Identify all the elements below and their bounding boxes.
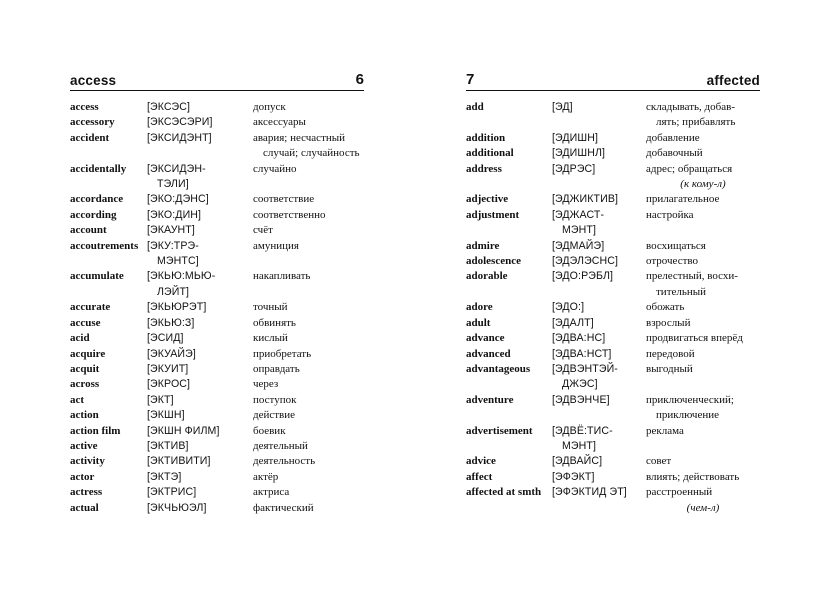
meaning-line: поступок xyxy=(253,393,297,406)
entry-meaning xyxy=(253,162,364,193)
transcription-line: МЭНТС] xyxy=(157,255,199,268)
dictionary-entry xyxy=(466,192,760,207)
entry-headword: addition xyxy=(466,131,506,144)
meaning-line: случайно xyxy=(253,162,297,175)
dictionary-entry xyxy=(466,424,760,455)
meaning-line: передовой xyxy=(646,347,695,360)
entry-transcription xyxy=(147,362,253,377)
entry-transcription xyxy=(552,362,646,393)
entry-transcription xyxy=(552,192,646,207)
right-page xyxy=(466,68,760,516)
page-number: 6 xyxy=(355,71,364,88)
meaning-line: обвинять xyxy=(253,316,296,329)
entry-meaning xyxy=(646,485,760,516)
entry-transcription xyxy=(147,208,253,223)
header-guide-word: access xyxy=(70,73,117,88)
dictionary-entry xyxy=(466,269,760,300)
transcription-line: [ЭДВЁ:ТИС- xyxy=(552,424,613,437)
entry-meaning xyxy=(253,377,364,392)
entry-headword: adult xyxy=(466,316,491,329)
meaning-line: складывать, добав- xyxy=(646,101,735,113)
entry-meaning xyxy=(646,100,760,131)
entry-transcription xyxy=(147,347,253,362)
entry-meaning xyxy=(646,331,760,346)
entry-headword: accoutrements xyxy=(70,239,139,252)
entry-transcription xyxy=(147,269,253,300)
entry-headword: accessory xyxy=(70,116,115,129)
entry-meaning xyxy=(646,162,760,193)
entry-meaning xyxy=(253,331,364,346)
meaning-line: лять; прибавлять xyxy=(656,116,736,129)
entry-transcription xyxy=(147,100,253,115)
transcription-line: [ЭКСЭСЭРИ] xyxy=(147,116,213,129)
transcription-line: [ЭДМАЙЭ] xyxy=(552,239,605,252)
transcription-line: [ЭДВА:НС] xyxy=(552,332,606,345)
transcription-line: [ЭКУИТ] xyxy=(147,362,189,375)
meaning-line: оправдать xyxy=(253,362,300,375)
dictionary-entry xyxy=(466,454,760,469)
left-page xyxy=(70,68,364,516)
dictionary-entry xyxy=(466,362,760,393)
meaning-line: взрослый xyxy=(646,316,691,329)
entry-transcription xyxy=(552,146,646,161)
entry-meaning xyxy=(646,362,760,393)
entry-transcription xyxy=(147,223,253,238)
meaning-line: актёр xyxy=(253,470,279,483)
meaning-line: реклама xyxy=(646,424,684,437)
transcription-line: [ЭКШН ФИЛМ] xyxy=(147,424,220,437)
entry-transcription xyxy=(147,485,253,500)
entry-transcription xyxy=(552,100,646,131)
entry-headword: accuse xyxy=(70,316,101,329)
meaning-line: добавление xyxy=(646,131,700,144)
entry-headword: act xyxy=(70,393,85,406)
transcription-line: [ЭДИШНЛ] xyxy=(552,147,606,160)
transcription-line: [ЭКСИДЭНТ] xyxy=(147,131,212,144)
entry-headword: accident xyxy=(70,131,110,144)
dictionary-entry xyxy=(466,208,760,239)
meaning-line: восхищаться xyxy=(646,239,706,252)
entry-transcription xyxy=(147,239,253,270)
entry-headword: adjective xyxy=(466,193,509,206)
transcription-line: [ЭДО:РЭБЛ] xyxy=(552,270,614,283)
transcription-line: [ЭКШН] xyxy=(147,409,185,422)
entry-headword: actress xyxy=(70,486,103,499)
transcription-line: [ЭКЬЮРЭТ] xyxy=(147,301,207,314)
dictionary-entry xyxy=(70,439,364,454)
entry-transcription xyxy=(147,454,253,469)
entry-transcription xyxy=(552,239,646,254)
transcription-line: [ЭКРОС] xyxy=(147,378,191,391)
entry-transcription xyxy=(552,208,646,239)
transcription-line: [ЭДЖАСТ- xyxy=(552,208,605,221)
entry-transcription xyxy=(147,316,253,331)
dictionary-entry xyxy=(70,100,364,115)
dictionary-entry xyxy=(70,269,364,300)
meaning-line: отрочество xyxy=(646,255,699,268)
meaning-line: приключенческий; xyxy=(646,393,734,406)
entry-transcription xyxy=(147,300,253,315)
entry-transcription xyxy=(147,439,253,454)
entry-meaning xyxy=(646,146,760,161)
entry-meaning xyxy=(646,470,760,485)
transcription-line: [ЭДРЭС] xyxy=(552,162,596,175)
meaning-line: соответственно xyxy=(253,208,326,221)
entry-list xyxy=(466,100,760,516)
transcription-line: [ЭДИШН] xyxy=(552,131,598,144)
dictionary-entry xyxy=(70,501,364,516)
entry-meaning xyxy=(253,501,364,516)
header-guide-word: affected xyxy=(706,73,760,88)
transcription-line: [ЭКУАЙЭ] xyxy=(147,347,196,360)
right-page-header xyxy=(466,68,760,91)
entry-headword: active xyxy=(70,439,98,452)
entry-headword: accidentally xyxy=(70,162,127,175)
dictionary-entry xyxy=(70,377,364,392)
dictionary-entry xyxy=(70,239,364,270)
entry-headword: according xyxy=(70,208,117,221)
meaning-line: допуск xyxy=(253,101,286,113)
entry-headword: additional xyxy=(466,147,514,160)
transcription-line: [ЭКСЭС] xyxy=(147,101,191,113)
entry-meaning xyxy=(646,269,760,300)
dictionary-entry xyxy=(70,131,364,162)
meaning-line: амуниция xyxy=(253,239,299,252)
entry-meaning xyxy=(646,254,760,269)
transcription-line: [ЭФЭКТ] xyxy=(552,470,595,483)
meaning-line: авария; несчастный xyxy=(253,131,346,144)
entry-meaning xyxy=(253,485,364,500)
entry-headword: address xyxy=(466,162,502,175)
entry-headword: adjustment xyxy=(466,208,520,221)
dictionary-entry xyxy=(466,300,760,315)
meaning-line: боевик xyxy=(253,424,286,437)
transcription-line: [ЭКТИВИТИ] xyxy=(147,455,211,468)
entry-transcription xyxy=(147,162,253,193)
dictionary-entry xyxy=(70,300,364,315)
dictionary-entry xyxy=(70,470,364,485)
meaning-line: через xyxy=(253,378,279,391)
transcription-line: [ЭДВЭНЧЕ] xyxy=(552,393,610,406)
dictionary-entry xyxy=(70,331,364,346)
transcription-line: МЭНТ] xyxy=(562,224,597,237)
transcription-line: [ЭКО:ДЭНС] xyxy=(147,193,209,206)
transcription-line: [ЭКУ:ТРЭ- xyxy=(147,239,199,252)
entry-meaning xyxy=(253,362,364,377)
transcription-line: [ЭДЖИКТИВ] xyxy=(552,193,619,206)
transcription-line: ТЭЛИ] xyxy=(157,178,189,191)
entry-meaning xyxy=(646,316,760,331)
transcription-line: [ЭСИД] xyxy=(147,332,184,345)
entry-transcription xyxy=(552,300,646,315)
entry-headword: advantageous xyxy=(466,362,531,375)
entry-meaning xyxy=(253,424,364,439)
dictionary-entry xyxy=(466,239,760,254)
entry-transcription xyxy=(552,269,646,300)
meaning-line: добавочный xyxy=(646,147,703,160)
meaning-line: действие xyxy=(253,409,296,422)
meaning-line: деятельный xyxy=(253,439,308,452)
entry-meaning xyxy=(253,192,364,207)
entry-transcription xyxy=(552,331,646,346)
dictionary-entry xyxy=(466,162,760,193)
meaning-line: деятельность xyxy=(253,455,316,468)
transcription-line: [ЭД] xyxy=(552,101,573,113)
entry-transcription xyxy=(552,254,646,269)
entry-meaning xyxy=(253,223,364,238)
entry-meaning xyxy=(253,100,364,115)
transcription-line: [ЭКЬЮ:МЬЮ- xyxy=(147,270,216,283)
transcription-line: [ЭФЭКТИД ЭТ] xyxy=(552,486,627,499)
dictionary-entry xyxy=(70,408,364,423)
meaning-line: соответствие xyxy=(253,193,315,206)
entry-transcription xyxy=(552,131,646,146)
entry-meaning xyxy=(646,300,760,315)
entry-transcription xyxy=(147,331,253,346)
entry-headword: advertisement xyxy=(466,424,533,437)
meaning-line: накапливать xyxy=(253,270,311,283)
entry-transcription xyxy=(147,131,253,162)
entry-headword: accurate xyxy=(70,301,111,314)
dictionary-entry xyxy=(466,254,760,269)
entry-headword: actor xyxy=(70,470,95,483)
dictionary-entry xyxy=(466,347,760,362)
page-number: 7 xyxy=(466,71,475,88)
dictionary-entry xyxy=(70,316,364,331)
entry-meaning xyxy=(253,115,364,130)
entry-headword: adventure xyxy=(466,393,514,406)
entry-meaning xyxy=(253,131,364,162)
entry-headword: affected at smth xyxy=(466,486,542,499)
entry-meaning xyxy=(253,316,364,331)
meaning-line: выгодный xyxy=(646,362,693,375)
meaning-line: случай; случайность xyxy=(263,147,360,160)
dictionary-entry xyxy=(70,485,364,500)
entry-transcription xyxy=(147,393,253,408)
meaning-line: тительный xyxy=(656,285,707,298)
transcription-line: [ЭДВА:НСТ] xyxy=(552,347,612,360)
meaning-line: счёт xyxy=(253,224,273,237)
transcription-line: [ЭДЭЛЭСНС] xyxy=(552,255,619,268)
entry-meaning xyxy=(646,424,760,455)
dictionary-entry xyxy=(70,208,364,223)
transcription-line: [ЭКТИВ] xyxy=(147,439,189,452)
transcription-line: [ЭДО:] xyxy=(552,301,585,314)
dictionary-entry xyxy=(466,331,760,346)
entry-headword: adolescence xyxy=(466,255,521,268)
entry-headword: acquit xyxy=(70,362,100,375)
entry-headword: access xyxy=(70,101,99,113)
dictionary-entry xyxy=(70,162,364,193)
entry-list xyxy=(70,100,364,516)
entry-headword: advice xyxy=(466,455,496,468)
dictionary-entry xyxy=(466,393,760,424)
dictionary-entry xyxy=(466,485,760,516)
entry-transcription xyxy=(552,424,646,455)
meaning-line: приобретать xyxy=(253,347,312,360)
dictionary-entry xyxy=(70,424,364,439)
entry-headword: advance xyxy=(466,332,505,345)
meaning-line: приключение xyxy=(656,409,719,422)
entry-meaning xyxy=(253,393,364,408)
entry-transcription xyxy=(147,408,253,423)
entry-meaning xyxy=(646,208,760,239)
entry-transcription xyxy=(552,485,646,516)
dictionary-entry xyxy=(70,192,364,207)
entry-transcription xyxy=(147,115,253,130)
meaning-line: адрес; обращаться xyxy=(646,162,733,175)
transcription-line: [ЭДВАЙС] xyxy=(552,455,603,468)
entry-meaning xyxy=(253,408,364,423)
entry-transcription xyxy=(147,470,253,485)
entry-meaning xyxy=(646,192,760,207)
transcription-line: [ЭКЧЬЮЭЛ] xyxy=(147,501,207,514)
entry-headword: action xyxy=(70,409,99,422)
entry-meaning xyxy=(253,269,364,300)
entry-headword: account xyxy=(70,224,107,237)
entry-headword: accumulate xyxy=(70,270,124,283)
entry-headword: acquire xyxy=(70,347,106,360)
dictionary-entry xyxy=(70,223,364,238)
transcription-line: [ЭДВЭНТЭЙ- xyxy=(552,362,618,375)
entry-transcription xyxy=(147,377,253,392)
meaning-line: кислый xyxy=(253,332,288,345)
entry-meaning xyxy=(253,208,364,223)
entry-headword: advanced xyxy=(466,347,511,360)
transcription-line: ДЖЭС] xyxy=(562,378,598,391)
entry-meaning xyxy=(253,470,364,485)
dictionary-entry xyxy=(466,100,760,131)
transcription-line: [ЭКТ] xyxy=(147,393,174,406)
entry-meaning xyxy=(253,347,364,362)
entry-meaning xyxy=(253,239,364,270)
entry-transcription xyxy=(147,501,253,516)
meaning-line: аксессуары xyxy=(253,116,306,129)
meaning-line: прелестный, восхи- xyxy=(646,270,738,283)
entry-meaning xyxy=(646,347,760,362)
entry-headword: admire xyxy=(466,239,500,252)
entry-headword: actual xyxy=(70,501,99,514)
entry-headword: adore xyxy=(466,301,493,314)
entry-headword: action film xyxy=(70,424,121,437)
meaning-line: фактический xyxy=(253,501,314,514)
dictionary-entry xyxy=(466,316,760,331)
entry-transcription xyxy=(552,393,646,424)
dictionary-entry xyxy=(70,393,364,408)
entry-meaning xyxy=(253,439,364,454)
entry-meaning xyxy=(253,454,364,469)
dictionary-entry xyxy=(70,347,364,362)
entry-transcription xyxy=(552,162,646,193)
entry-headword: across xyxy=(70,378,100,391)
transcription-line: ЛЭЙТ] xyxy=(157,285,190,298)
transcription-line: [ЭКАУНТ] xyxy=(147,224,195,237)
transcription-line: МЭНТ] xyxy=(562,439,597,452)
transcription-line: [ЭКТЭ] xyxy=(147,470,182,483)
transcription-line: [ЭКСИДЭН- xyxy=(147,162,206,175)
meaning-line: обожать xyxy=(646,301,685,314)
transcription-line: [ЭДАЛТ] xyxy=(552,316,594,329)
entry-meaning xyxy=(646,454,760,469)
left-page-header xyxy=(70,68,364,91)
dictionary-entry xyxy=(70,115,364,130)
meaning-line: расстроенный xyxy=(646,486,713,499)
entry-meaning xyxy=(253,300,364,315)
entry-meaning xyxy=(646,393,760,424)
meaning-line: продвигаться вперёд xyxy=(646,332,743,345)
transcription-line: [ЭКО:ДИН] xyxy=(147,208,202,221)
entry-headword: adorable xyxy=(466,270,508,283)
dictionary-entry xyxy=(466,470,760,485)
entry-transcription xyxy=(552,470,646,485)
dictionary-entry xyxy=(70,362,364,377)
entry-headword: affect xyxy=(466,470,493,483)
entry-headword: acid xyxy=(70,332,90,345)
dictionary-entry xyxy=(70,454,364,469)
meaning-line: точный xyxy=(253,301,288,314)
meaning-usage-note: (к кому-л) xyxy=(680,178,726,191)
meaning-line: совет xyxy=(646,455,672,468)
dictionary-entry xyxy=(466,146,760,161)
entry-meaning xyxy=(646,131,760,146)
transcription-line: [ЭКЬЮ:З] xyxy=(147,316,195,329)
entry-headword: accordance xyxy=(70,193,124,206)
meaning-line: прилагательное xyxy=(646,193,720,206)
meaning-line: влиять; действовать xyxy=(646,470,740,483)
meaning-usage-note: (чем-л) xyxy=(686,501,720,514)
entry-transcription xyxy=(552,316,646,331)
dictionary-entry xyxy=(466,131,760,146)
entry-transcription xyxy=(552,347,646,362)
entry-headword: add xyxy=(466,101,484,113)
entry-transcription xyxy=(552,454,646,469)
entry-meaning xyxy=(646,239,760,254)
meaning-line: настройка xyxy=(646,208,694,221)
entry-transcription xyxy=(147,192,253,207)
meaning-line: актриса xyxy=(253,486,290,499)
entry-transcription xyxy=(147,424,253,439)
entry-headword: activity xyxy=(70,455,105,468)
transcription-line: [ЭКТРИС] xyxy=(147,486,197,499)
